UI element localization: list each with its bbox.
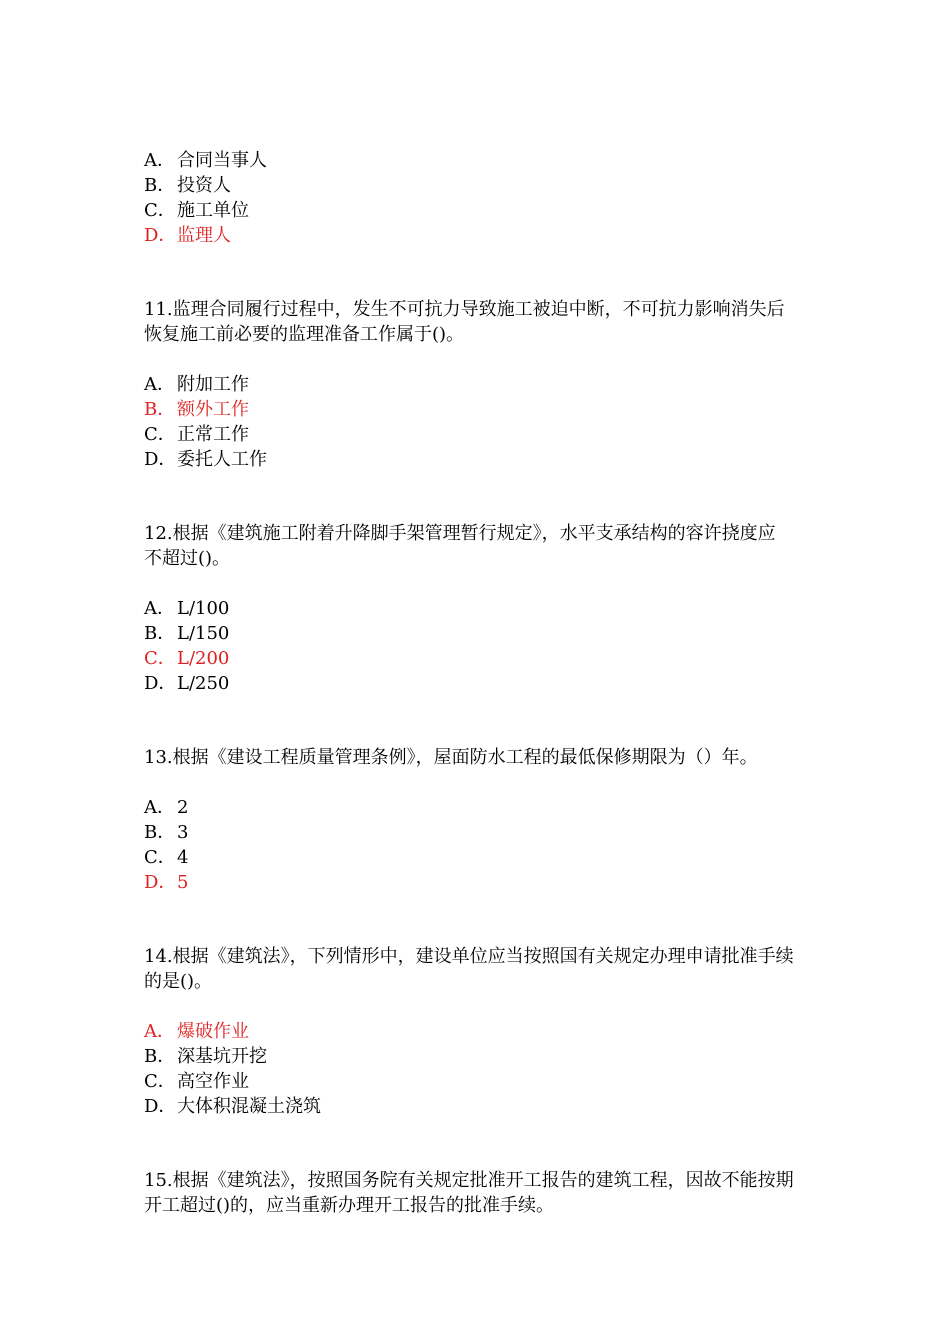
question-11 [144,297,814,347]
option-a: A． L/100 [144,598,230,619]
option-b: B．L/150 [144,623,230,644]
question-14 [144,944,814,994]
question-stem-continued: 恢复施工前必要的监理准备工作属于()。 [144,324,465,345]
question-stem: 14.根据《建筑法》，下列情形中，建设单位应当按照国有关规定办理申请批准手续 [144,946,794,967]
option-c: C．4 [144,847,189,868]
question-stem-continued: 的是()。 [144,971,213,992]
option-c: C．正常工作 [144,424,249,445]
question-13 [144,745,814,770]
question-stem-continued: 开工超过()的，应当重新办理开工报告的批准手续。 [144,1195,555,1216]
option-a: A． 附加工作 [144,374,249,395]
option-d: D．委托人工作 [144,449,267,470]
option-c: C．高空作业 [144,1071,249,1092]
question-13-options [144,795,814,895]
question-stem: 15.根据《建筑法》，按照国务院有关规定批准开工报告的建筑工程，因故不能按期 [144,1170,794,1191]
option-a: A． 合同当事人 [144,150,267,171]
question-stem-continued: 不超过()。 [144,548,231,569]
option-d: D．大体积混凝土浇筑 [144,1096,321,1117]
question-11-options [144,372,814,472]
option-c: C．施工单位 [144,200,249,221]
option-d-correct-answer: D．监理人 [144,225,231,246]
option-d-correct-answer: D．5 [144,872,189,893]
option-b: B．深基坑开挖 [144,1046,267,1067]
option-a-correct-answer: A． 爆破作业 [144,1021,249,1042]
question-10-options [144,148,814,248]
question-15 [144,1168,814,1218]
question-12-options [144,596,814,696]
question-stem: 13.根据《建设工程质量管理条例》，屋面防水工程的最低保修期限为（）年。 [144,747,758,768]
question-stem: 12.根据《建筑施工附着升降脚手架管理暂行规定》，水平支承结构的容许挠度应 [144,523,776,544]
option-d: D．L/250 [144,673,230,694]
option-c-correct-answer: C．L/200 [144,648,230,669]
question-stem: 11.监理合同履行过程中，发生不可抗力导致施工被迫中断，不可抗力影响消失后 [144,299,785,320]
option-b: B．投资人 [144,175,231,196]
question-14-options [144,1019,814,1119]
option-b: B．3 [144,822,189,843]
question-12 [144,521,814,571]
option-b-correct-answer: B．额外工作 [144,399,249,420]
option-a: A． 2 [144,797,189,818]
